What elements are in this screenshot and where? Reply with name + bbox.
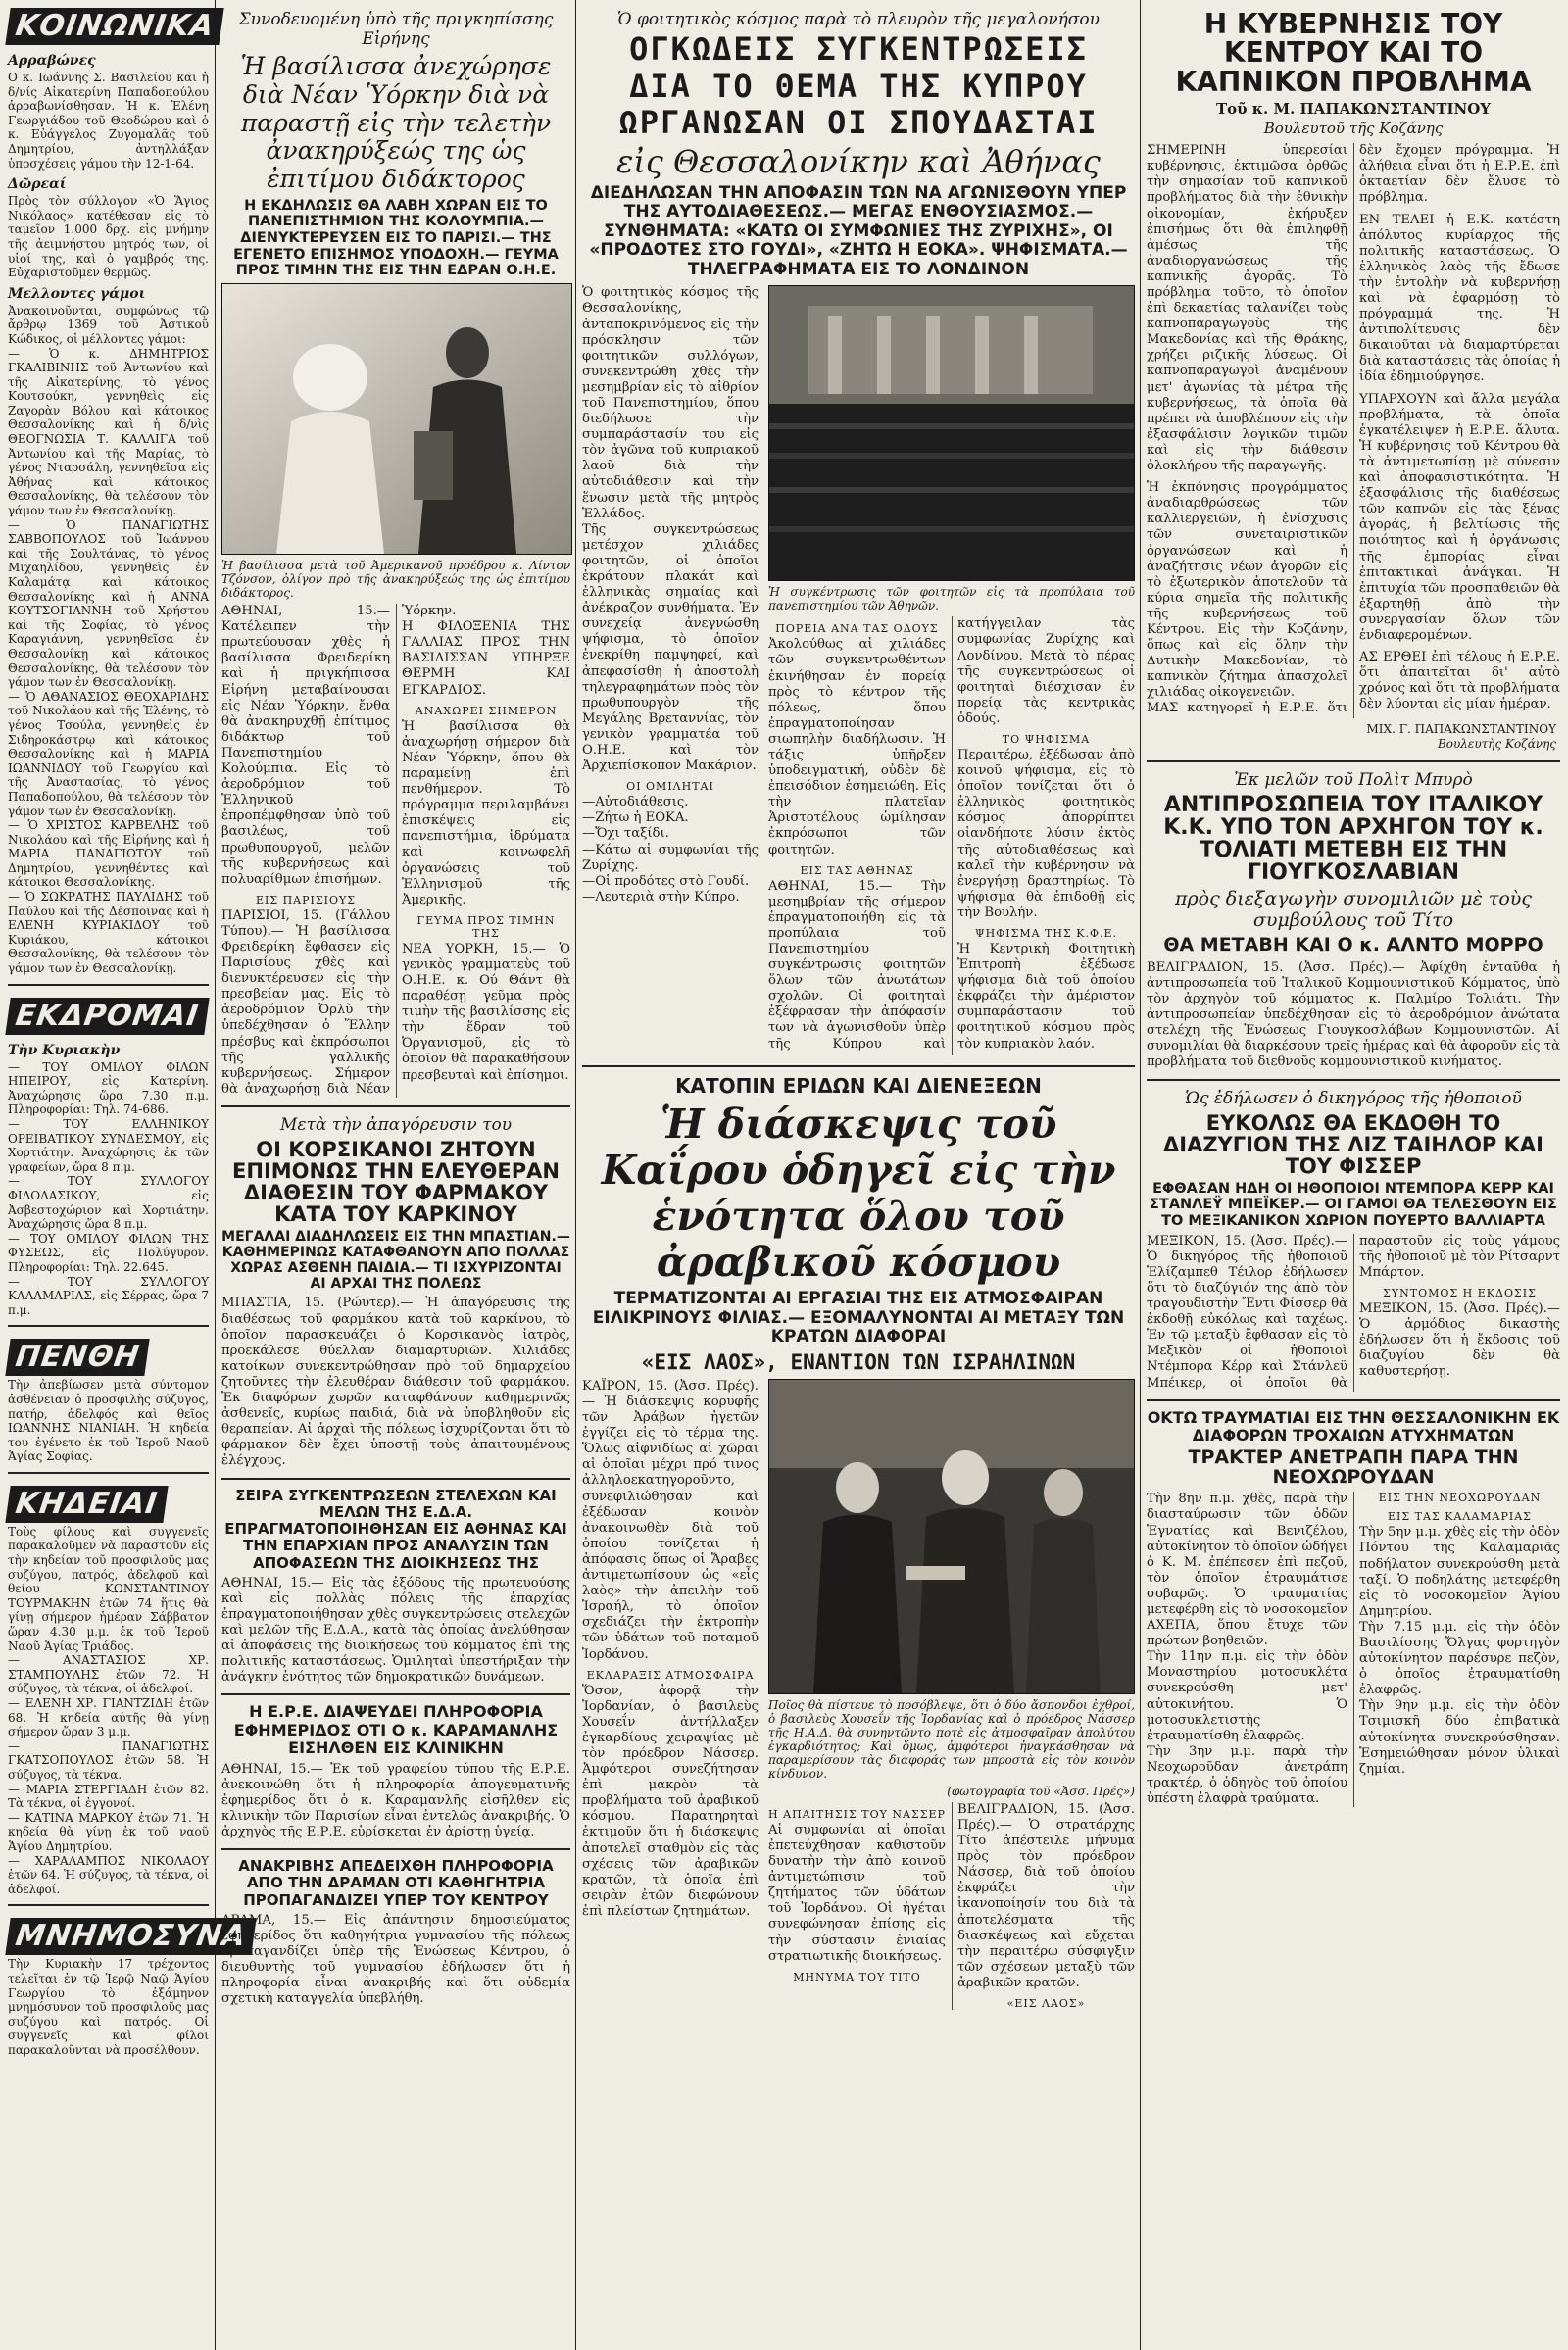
arab-sections: [768, 1801, 1140, 2011]
excursions-subtitle: Τὴν Κυριακὴν: [8, 1042, 121, 1058]
accidents-text: Τὴν 8ην π.μ. χθὲς, παρὰ τὴν διασταύρωσιν τῶν ὁδῶν Ἐγνατίας καὶ Βενιζέλου, αὐτοκίνητον τὸ ὁποῖον ὡδήγει ὁ Κ. Μ. ἐπέπεσεν ἐπὶ πεζοῦ, τὸν ὁποῖον ἐτραυμάτισε σοβαρῶς. Ὁ τραυματίας μετεφέρθη εἰς τὸ νοσοκομεῖον ΑΧΕΠΑ, ὅπου ἔτυχε τῶν πρώτων βοηθειῶν. Τὴν 11ην π.μ. εἰς τὴν ὁδὸν Μοναστηρίου μοτοσυκλέτα συνεκρούσθη μετ' αὐτοκινήτου. Ὁ μοτοσυκλετιστὴς ἐτραυματίσθη ἐλαφρῶς. Τὴν 3ην μ.μ. παρὰ τὴν Νεοχωροῦδαν ἀνετράπη τρακτέρ, ὁ ὁδηγὸς τοῦ ὁποίου ὑπέστη ἐλαφρὰ τραύματα.: [1147, 1492, 1348, 1807]
eda-headline: ΣΕΙΡΑ ΣΥΓΚΕΝΤΡΩΣΕΩΝ ΣΤΕΛΕΧΩΝ ΚΑΙ ΜΕΛΩΝ ΤΗΣ Ε.Δ.Α. ΕΠΡΑΓΜΑΤΟΠΟΙΗΘΗΣΑΝ ΕΙΣ ΑΘΗΝΑΣ ΚΑΙ ΤΗΝ ΕΠΑΡΧΙΑΝ ΠΡΟΣ ΑΝΑΛΥΣΙΝ ΤΩΝ ΑΠΟΦΑΣΕΩΝ ΤΗΣ ΔΙΟΙΚΗΣΕΩΣ ΤΗΣ: [224, 1486, 567, 1572]
cyprus-story-right: [768, 285, 1140, 1054]
arab-story-right: [768, 1379, 1140, 2011]
society-column: [8, 0, 249, 2350]
cyprus-text: ΑΘΗΝΑΙ, 15.— Τὴν μεσημβρίαν τῆς σήμερον ἐπραγματοποιήθη εἰς τὰ προπύλαια τοῦ Πανεπιστημίου συγκέντρωσις φοιτητῶν ὅλων τῶν ἀνωτάτων σχολῶν. Οἱ φοιτηταὶ ἐξέφρασαν τὴν ἀπόφασίν των νὰ ἀγωνισθοῦν ὑπὲρ τῆς Κύπρου καὶ κατήγγειλαν τὰς συμφωνίας Ζυρίχης καὶ Λονδίνου. Μετὰ τὸ πέρας τῆς συγκεντρώσεως οἱ φοιτηταὶ διέσχισαν ἐν πορείᾳ τὰς κεντρικὰς ὁδούς.: [768, 616, 1140, 1052]
section-label: ΣΥΝΤΟΜΟΣ Η ΕΚΔΟΣΙΣ: [1383, 1287, 1537, 1299]
excursions-text: — ΤΟΥ ΟΜΙΛΟΥ ΦΙΛΩΝ ΗΠΕΙΡΟΥ, εἰς Κατερίνη. Ἀναχώρησις ὥρα 7.30 π.μ. Πληροφορίαι: Τηλ. 74-686. — ΤΟΥ ΕΛΛΗΝΙΚΟΥ ΟΡΕΙΒΑΤΙΚΟΥ ΣΥΝΔΕΣΜΟΥ, εἰς Χορτιάτην. Ἀναχώρησις ἐκ τῶν γραφείων, ὥρα 8 π.μ. — ΤΟΥ ΣΥΛΛΟΓΟΥ ΦΙΛΟΔΑΣΙΚΟΥ, εἰς Ἀσβεστοχώριον καὶ Χορτιάτην. Ἀναχώρησις ὥρα 8 π.μ. — ΤΟΥ ΟΜΙΛΟΥ ΦΙΛΩΝ ΤΗΣ ΦΥΣΕΩΣ, εἰς Πολύγυρον. Πληροφορίαι: Τηλ. 22.645. — ΤΟΥ ΣΥΛΛΟΓΟΥ ΚΑΛΑΜΑΡΙΑΣ, εἰς Σέρρας, ὥρα 7 π.μ.: [8, 1059, 209, 1317]
cyprus-headline-line-4: εἰς Θεσσαλονίκην καὶ Ἀθήνας: [616, 142, 1101, 180]
section-label: ΑΝΑΧΩΡΕΙ ΣΗΜΕΡΟΝ: [415, 704, 558, 717]
tobacco-headline: Η ΚΥΒΕΡΝΗΣΙΣ ΤΟΥ ΚΕΝΤΡΟΥ ΚΑΙ ΤΟ ΚΑΠΝΙΚΟΝ ΠΡΟΒΛΗΜΑ: [1175, 8, 1532, 98]
liz-text: ΜΕΞΙΚΟΝ, 15. (Ἀσσ. Πρές).— Ὁ δικηγόρος τῆς ἠθοποιοῦ Ἐλίζαμπεθ Τέιλορ ἐδήλωσεν ὅτι τὸ διαζύγιόν της ἀπὸ τὸν τραγουδιστὴν Ἔντι Φίσσερ θὰ ἐκδοθῇ εὐκόλως καὶ ταχέως. Ἐν τῷ μεταξὺ ἔφθασαν εἰς τὸ Μεξικὸν οἱ ἠθοποιοὶ Ντέμπορα Κέρρ καὶ Στάνλεϋ Μπέικερ, οἱ ὁποῖοι θὰ παραστοῦν εἰς τοὺς γάμους τῆς ἠθοποιοῦ μὲ τὸν Ρίτσαρντ Μπάρτον.: [1147, 1233, 1565, 1391]
cyprus-text: Ἀκολούθως αἱ χιλιάδες τῶν συγκεντρωθέντων ἐκινήθησαν ἐν πορείᾳ πρὸς τὸ κέντρον τῆς πόλεως, ὅπου ἐπραγματοποίησαν σιωπηλὴν διαδήλωσιν. Ἡ τάξις ὑπῆρξεν ὑποδειγματική, οὐδὲν δὲ ἐπεισόδιον ἐσημειώθη. Εἰς τὴν πλατεῖαν Ἀριστοτέλους ὡμίλησαν ἐκπρόσωποι τῶν φοιτητῶν.: [768, 637, 951, 857]
deaths-masthead: ΠΕΝΘΗ: [5, 1339, 150, 1376]
memorials-text: Τὴν Κυριακὴν 17 τρέχοντος τελεῖται ἐν τῷ Ἱερῷ Ναῷ Ἁγίου Γεωργίου τὸ ἐξάμηνον μνημόσυνον τοῦ προσφιλοῦς μας συζύγου καὶ πατρός. Οἱ συγγενεῖς καὶ φίλοι παρακαλοῦνται νὰ προσέλθουν.: [8, 1957, 213, 2057]
queen-photo-caption: Ἡ βασίλισσα μετὰ τοῦ Ἀμερικανοῦ προέδρου κ. Λίντον Τζόνσον, ὀλίγον πρὸ τῆς ἀνακηρύξεώς της ὡς ἐπιτίμου διδάκτορος.: [221, 559, 570, 601]
section-label: ΜΗΝΥΜΑ ΤΟΥ ΤΙΤΟ: [793, 1970, 921, 1983]
cyprus-subheadline: ΔΙΕΔΗΛΩΣΑΝ ΤΗΝ ΑΠΟΦΑΣΙΝ ΤΩΝ ΝΑ ΑΓΩΝΙΣΘΟΥΝ ΥΠΕΡ ΤΗΣ ΑΥΤΟΔΙΑΘΕΣΕΩΣ.— ΜΕΓΑΣ ΕΝΘΟΥΣΙΑΣΜΟΣ.— ΣΥΝΘΗΜΑΤΑ: «ΚΑΤΩ ΟΙ ΣΥΜΦΩΝΙΕΣ ΤΗΣ ΖΥΡΙΧΗΣ», ΟΙ «ΠΡΟΔΟΤΕΣ ΣΤΟ ΓΟΥΔΙ», «ΖΗΤΩ Η ΕΟΚΑ». ΨΗΦΙΣΜΑΤΑ.— ΤΗΛΕΓΡΑΦΗΜΑΤΑ ΕΙΣ ΤΟ ΛΟΝΔΙΝΟΝ: [589, 182, 1128, 279]
author-title: Βουλευτοῦ τῆς Κοζάνης: [1263, 120, 1444, 138]
photo-credit: (φωτογραφία τοῦ «Ἀσσ. Πρές»): [947, 1784, 1135, 1798]
queen-photo: [221, 283, 572, 555]
section-label: ΕΙΣ ΤΗΝ ΝΕΟΧΩΡΟΥΔΑΝ: [1378, 1492, 1542, 1505]
accidents-body: [1147, 1492, 1560, 1807]
students-rally-photo: [768, 285, 1135, 581]
author-signoff-name: ΜΙΧ. Γ. ΠΑΠΑΚΩΝΣΤΑΝΤΙΝΟΥ: [1366, 721, 1556, 736]
ere-text: ΑΘΗΝΑΙ, 15.— Ἐκ τοῦ γραφείου τύπου τῆς Ε.Ρ.Ε. ἀνεκοινώθη ὅτι ἡ πληροφορία ἀπογευματινῆς ἐφημερίδος ὅτι ὁ κ. Καραμανλῆς εἰσῆλθεν εἰς κλινικὴν τῶν Παρισίων εἶναι ἐντελῶς ἀνακριβής. Ὁ ἀρχηγὸς τῆς Ε.Ρ.Ε. εὑρίσκεται ἐν ἀρίστῃ ὑγείᾳ.: [221, 1761, 575, 1839]
arab-text: Αἱ συμφωνίαι αἱ ὁποῖαι ἐπετεύχθησαν καθιστοῦν δυνατὴν τὴν ἀπὸ κοινοῦ ἀντιμετώπισιν τοῦ ζητήματος τῶν ὑδάτων τοῦ Ἰορδάνου. Οἱ ἡγέται συνεφώνησαν ἐπίσης εἰς τὴν σύστασιν ἑνιαίας στρατιωτικῆς διοικήσεως.: [768, 1822, 951, 1964]
funerals-masthead: ΚΗΔΕΙΑΙ: [5, 1486, 168, 1523]
italy-kicker: Ἐκ μελῶν τοῦ Πολὶτ Μπυρὸ: [1234, 769, 1473, 790]
engagements-text: Ο κ. Ιωάννης Σ. Βασιλείου και ἡ δ/νίς Αἰκατερίνη Παπαδοπούλου ἀρραβωνίσθησαν. Ἡ κ. Ἑλένη Γεωργιάδου τοῦ Θεοδώρου καὶ ὁ κ. Εὐάγγελος Ζυγομαλᾶς τοῦ Δημητρίου, ἀντηλλάξαν ὑποσχέσεις γάμου τὴν 12-1-64.: [8, 71, 213, 171]
cyprus-text: Ὁ φοιτητικὸς κόσμος τῆς Θεσσαλονίκης, ἀνταποκρινόμενος εἰς τὴν πρόσκλησιν τῶν φοιτητικῶν συλλόγων, συνεκεντρώθη χθὲς τὴν μεσημβρίαν εἰς τὸ αἰθρίον τοῦ Πανεπιστημίου, ὅπου διεδήλωσε τὴν συμπαράστασίν του εἰς τὸν ἀγῶνα τοῦ κυπριακοῦ λαοῦ διὰ τὴν αὐτοδιάθεσιν καὶ τὴν ἕνωσιν μετὰ τῆς μητρὸς Ἑλλάδος. Τῆς συγκεντρώσεως μετέσχον χιλιάδες φοιτητῶν, οἱ ὁποῖοι ἐκράτουν πλακάτ καὶ ἑλληνικὰς σημαίας καὶ ἀνέκραζον συνθήματα. Ἐν συνεχείᾳ ἀνεγνώσθη ψήφισμα, τὸ ὁποῖον ἐνεκρίθη παμψηφεί, καὶ ἀπεφασίσθη ἡ ἀποστολὴ τηλεγραφημάτων πρὸς τὸν πρωθυπουργὸν τῆς Μεγάλης Βρεταννίας, τὸν γενικὸν γραμματέα τοῦ Ο.Η.Ε. καὶ τὸν Ἀρχιεπίσκοπον Μακάριον.: [582, 285, 759, 774]
accidents-subheadline: ΤΡΑΚΤΕΡ ΑΝΕΤΡΑΠΗ ΠΑΡΑ ΤΗΝ ΝΕΟΧΩΡΟΥΔΑΝ: [1188, 1446, 1519, 1489]
cancer-subheadline: ΜΕΓΑΛΑΙ ΔΙΑΔΗΛΩΣΕΙΣ ΕΙΣ ΤΗΝ ΜΠΑΣΤΙΑΝ.— ΚΑΘΗΜΕΡΙΝΩΣ ΚΑΤΑΦΘΑΝΟΥΝ ΑΠΟ ΠΟΛΛΑΣ ΧΩΡΑΣ ΑΣΘΕΝΗ ΠΑΙΔΙΑ.— ΤΙ ΙΣΧΥΡΙΖΟΝΤΑΙ ΑΙ ΑΡΧΑΙ ΤΗΣ ΠΟΛΕΩΣ: [221, 1229, 570, 1293]
section-label: ΠΟΡΕΙΑ ΑΝΑ ΤΑΣ ΟΔΟΥΣ: [775, 622, 939, 636]
cyprus-text: Ἡ Κεντρικὴ Φοιτητικὴ Ἐπιτροπὴ ἐξέδωσε ψήφισμα διὰ τοῦ ὁποίου ἐκφράζει τὴν ἀμέριστον συμπαράστασιν τοῦ φοιτητικοῦ κόσμου πρὸς τὸν κυπριακὸν λαόν.: [957, 942, 1140, 1052]
section-label: ΕΙΣ ΠΑΡΙΣΙΟΥΣ: [255, 893, 357, 906]
cyprus-headline-line-1: ΟΓΚΩΔΕΙΣ ΣΥΓΚΕΝΤΡΩΣΕΙΣ: [629, 30, 1088, 68]
cyprus-kicker: Ὁ φοιτητικὸς κόσμος παρὰ τὸ πλευρὸν τῆς μεγαλονήσου: [617, 10, 1100, 29]
queen-kicker: Συνοδευομένη ὑπὸ τῆς πριγκηπίσσης Εἰρήνης: [238, 10, 554, 49]
arab-leaders-photo: [768, 1379, 1135, 1694]
italy-headline: ΑΝΤΙΠΡΟΣΩΠΕΙΑ ΤΟΥ ΙΤΑΛΙΚΟΥ Κ.Κ. ΥΠΟ ΤΟΝ ΑΡΧΗΓΟΝ ΤΟΥ κ. ΤΟΛΙΑΤΙ ΜΕΤΕΒΗ ΕΙΣ ΤΗΝ ΓΙΟΥΓΚΟΣΛΑΒΙΑΝ: [1163, 792, 1544, 885]
section-label: ΓΕΥΜΑ ΠΡΟΣ ΤΙΜΗΝ ΤΗΣ: [416, 913, 556, 940]
arab-text: ΒΕΛΙΓΡΑΔΙΟΝ, 15. (Ἀσσ. Πρές).— Ὁ στρατάρχης Τίτο ἀπέστειλε μήνυμα πρὸς τὸν πρόεδρον Νάσσερ, διὰ τοῦ ὁποίου ἐκφράζει τὴν ἱκανοποίησίν του διὰ τὰ ἀποτελέσματα τῆς διασκέψεως καὶ εὔχεται τὴν περαιτέρω σύσφιγξιν τῶν σχέσεων μεταξὺ τῶν ἀραβικῶν κρατῶν.: [957, 1801, 1140, 1990]
arab-subheadline-2: «ΕΙΣ ΛΑΟΣ», ΕΝΑΝΤΙΟΝ ΤΩΝ ΙΣΡΑΗΛΙΝΩΝ: [641, 1349, 1076, 1374]
tobacco-text: ΥΠΑΡΧΟΥΝ καὶ ἄλλα μεγάλα προβλήματα, τὰ ὁποῖα ἐγκατέλειψεν ἡ Ε.Ρ.Ε. ἄλυτα. Ἡ κυβέρνησις τοῦ Κέντρου θὰ τὰ ἀντιμετωπίσῃ μὲ σύνεσιν καὶ ἀποφασιστικότητα. Ἡ ἐξασφάλισις τῆς διαθέσεως τῶν καπνῶν εἰς τὰς ξένας ἀγοράς, ἡ βελτίωσις τῆς ποιότητος καὶ ἡ ὀργάνωσις τῆς ἐμπορίας εἶναι ἐπιτακτικαὶ ἀνάγκαι. Ἡ ἐπιτυχία τῶν προσπαθειῶν θὰ ἐξαρτηθῇ ἀπὸ τὴν συνεργασίαν ὅλων τῶν ἐνδιαφερομένων.: [1359, 391, 1565, 643]
liz-headline: ΕΥΚΟΛΩΣ ΘΑ ΕΚΔΟΘΗ ΤΟ ΔΙΑΖΥΓΙΟΝ ΤΗΣ ΛΙΖ ΤΑΙΗΛΟΡ ΚΑΙ ΤΟΥ ΦΙΣΣΕΡ: [1163, 1110, 1544, 1178]
author-signoff-title: Βουλευτὴς Κοζάνης: [1437, 737, 1556, 752]
deaths-text: Τὴν ἀπεβίωσεν μετὰ σύντομον ἀσθένειαν ὁ προσφιλὴς σύζυγος, πατήρ, ἀδελφός καὶ θεῖος ΙΩΑΝΝΗΣ ΝΙΑΝΙΑΗ. Ἡ κηδεία του ἐγένετο ἐκ τοῦ Ἱεροῦ Ναοῦ Ἁγίας Σοφίας.: [8, 1378, 213, 1464]
queen-text: ΠΑΡΙΣΙΟΙ, 15. (Γάλλου Τύπου).— Ἡ βασίλισσα Φρειδερίκη ἔφθασεν εἰς Παρισίους χθὲς καὶ διενυκτέρευσεν εἰς τὴν πρεσβείαν μας. Εἰς τὸ ἀεροδρόμιον Ὀρλὺ τὴν ὑπεδέχθησαν ὁ Ἕλλην πρέσβυς καὶ ἐκπρόσωποι τῆς γαλλικῆς κυβερνήσεως. Σήμερον θὰ ἀναχωρήσῃ διὰ Νέαν Ὑόρκην. Η ΦΙΛΟΞΕΝΙΑ ΤΗΣ ΓΑΛΛΙΑΣ ΠΡΟΣ ΤΗΝ ΒΑΣΙΛΙΣΣΑΝ ΥΠΗΡΞΕ ΘΕΡΜΗ ΚΑΙ ΕΓΚΑΡΔΙΟΣ.: [221, 604, 570, 1097]
tobacco-text: ΑΣ ΕΡΘΕΙ ἐπὶ τέλους ἡ Ε.Ρ.Ε. ὅτι ἀπαιτεῖται δι' αὐτὸ χρόνος καὶ ὅτι τὰ προβλήματα δὲν λύονται εἰς μίαν ἡμέραν.: [1359, 650, 1565, 712]
tobacco-text: ΣΗΜΕΡΙΝΗ ὑπερεσίαι κυβέρνησις, ἐκτιμῶσα ὀρθῶς τὴν σημασίαν τοῦ καπνικοῦ προβλήματος διὰ τὴν ἐθνικὴν οἰκονομίαν, ἐκήρυξεν ἐπισήμως ὅτι θὰ ἐπιληφθῇ ἀμέσως τῆς ἀναδιοργανώσεως τῆς καπνικῆς ἀγορᾶς. Τὸ πρόβλημα τοῦτο, τὸ ὁποῖον ἐπὶ δεκαετίας ταλανίζει τοὺς καπνοπαραγωγοὺς τῆς Μακεδονίας καὶ τῆς Θράκης, χρήζει ριζικῆς λύσεως. Οἱ καπνοπαραγωγοὶ ἀναμένουν μετ' ἀγωνίας τὰ μέτρα τῆς κυβερνήσεως, τὰ ὁποῖα θὰ πρέπει νὰ ἀποβλέπουν εἰς τὴν ἐξασφάλισιν λογικῶν τιμῶν καὶ εἰς τὴν διάθεσιν ὁλοκλήρου τῆς παραγωγῆς.: [1147, 143, 1352, 474]
arab-story: [582, 1378, 1140, 2011]
arab-text: Ὅσον, ἀφορᾷ τὴν Ἰορδανίαν, ὁ βασιλεὺς Χουσεΐν ἀντήλλαξεν ἐγκαρδίους χειραψίας μὲ τὸν πρόεδρον Νάσσερ. Ἀμφότεροι συνεζήτησαν ἐπὶ μακρὸν τὰ προβλήματα τοῦ ἀραβικοῦ κόσμου. Παρατηρηταὶ ἐκτιμοῦν ὅτι ἡ διάσκεψις ἀποτελεῖ σταθμὸν εἰς τὰς σχέσεις τῶν ἀραβικῶν κρατῶν, τὰ ὁποῖα ἐπὶ σειρὰν ἐτῶν διεφώνουν ἐπὶ πλείστων ζητημάτων.: [582, 1683, 763, 1919]
drama-headline: ΑΝΑΚΡΙΒΗΣ ΑΠΕΔΕΙΧΘΗ ΠΛΗΡΟΦΟΡΙΑ ΑΠΟ ΤΗΝ ΔΡΑΜΑΝ ΟΤΙ ΚΑΘΗΓΗΤΡΙΑ ΠΡΟΠΑΓΑΝΔΙΖΕΙ ΥΠΕΡ ΤΟΥ ΚΕΝΤΡΟΥ: [238, 1857, 554, 1909]
section-label: ΨΗΦΙΣΜΑ ΤΗΣ Κ.Φ.Ε.: [974, 927, 1118, 940]
liz-kicker: Ὡς ἐδήλωσεν ὁ δικηγόρος τῆς ἠθοποιοῦ: [1185, 1088, 1522, 1108]
queen-story-body: [221, 604, 575, 1098]
queen-text: ΝΕΑ ΥΟΡΚΗ, 15.— Ὁ γενικὸς γραμματεὺς τοῦ Ο.Η.Ε. κ. Ού Θάντ θὰ παραθέσῃ γεῦμα πρὸς τιμὴν τῆς βασιλίσσης εἰς τὴν ἕδραν τοῦ Ὀργανισμοῦ, εἰς τὸ ὁποῖον θὰ παρακαθήσουν πρεσβευταὶ καὶ ἐπίσημοι.: [402, 941, 575, 1083]
column-rule-3: [1140, 0, 1141, 2350]
donations-text: Πρὸς τὸν σύλλογον «Ὁ Ἅγιος Νικόλαος» κατέθεσαν εἰς τὸ ταμεῖον 1.000 δρχ. εἰς μνήμην τῆς ἀειμνήστου μητρός των, οἱ υἱοί της, καὶ ὁ γαμβρός της. Εὐχαριστοῦμεν θερμῶς.: [8, 194, 213, 280]
memorials-masthead: ΜΝΗΜΟΣΥΝΑ: [5, 1918, 256, 1955]
section-title: Αρραβώνες: [8, 53, 96, 69]
section-label: Η ΑΠΑΙΤΗΣΙΣ ΤΟΥ ΝΑΣΣΕΡ: [768, 1807, 946, 1821]
weddings-text: Ἀνακοινοῦνται, συμφώνως τῷ ἄρθρῳ 1369 τοῦ Ἀστικοῦ Κώδικος, οἱ μέλλοντες γάμοι: — Ὁ κ. ΔΗΜΗΤΡΙΟΣ ΓΚΑΛΙΒΙΝΗΣ τοῦ Ἀντωνίου καὶ τῆς Αἰκατερίνης, τὸ γένος Κουτσούκη, γεννηθεὶς εἰς Ζαγορὰν Βόλου καὶ κάτοικος Θεσσαλονίκης καὶ ἡ δ/νὶς ΘΕΟΓΝΩΣΙΑ Τ. ΚΑΛΛΙΓΑ τοῦ Ἀντωνίου καὶ τῆς Μαρίας, τὸ γένος Νταρσάλη, γεννηθεῖσα εἰς Ἀθήνας καὶ κάτοικος Θεσσαλονίκης, θὰ τελέσουν τὸν γάμον των ἐν Θεσσαλονίκῃ. — Ὁ ΠΑΝΑΓΙΩΤΗΣ ΣΑΒΒΟΠΟΥΛΟΣ τοῦ Ἰωάννου καὶ τῆς Σουλτάνας, τὸ γένος Μιχαηλίδου, γεννηθεὶς ἐν Καλαμάτᾳ καὶ κάτοικος Θεσσαλονίκης καὶ ἡ ΑΝΝΑ ΚΟΥΤΣΟΓΙΑΝΝΗ τοῦ Χρήστου καὶ τῆς Σοφίας, τὸ γένος Καραγιάννη, γεννηθεῖσα ἐν Θεσσαλονίκῃ καὶ κάτοικος Θεσσαλονίκης, θὰ τελέσουν τὸν γάμον των ἐν Θεσσαλονίκῃ. — Ὁ ΑΘΑΝΑΣΙΟΣ ΘΕΟΧΑΡΙΔΗΣ τοῦ Νικολάου καὶ τῆς Ἑλένης, τὸ γένος Τσούλα, γεννηθεὶς ἐν Σιδηροκάστρῳ καὶ κάτοικος Θεσσαλονίκης καὶ ἡ ΜΑΡΙΑ ΙΩΑΝΝΙΔΟΥ τοῦ Γεωργίου καὶ τῆς Ἀναστασίας, τὸ γένος Παπαδοπούλου, θὰ τελέσουν τὸν γάμον των ἐν Θεσσαλονίκῃ. — Ὁ ΧΡΙΣΤΟΣ ΚΑΡΒΕΛΗΣ τοῦ Νικολάου καὶ τῆς Εἰρήνης καὶ ἡ ΜΑΡΙΑ ΠΑΝΑΓΙΩΤΟΥ τοῦ Δημητρίου, γεννηθέντες καὶ κάτοικοι Θεσσαλονίκης. — Ὁ ΣΩΚΡΑΤΗΣ ΠΑΥΛΙΔΗΣ τοῦ Παύλου καὶ τῆς Δέσποινας καὶ ἡ ΕΛΕΝΗ ΚΥΡΙΑΚΙΔΟΥ τοῦ Κυριάκου, κάτοικοι Θεσσαλονίκης, θὰ τελέσουν τὸν γάμον των ἐν Θεσσαλονίκῃ.: [8, 303, 209, 976]
author-signoff: [1147, 722, 1556, 753]
arab-headline: Ἡ διάσκεψις τοῦ Καΐρου ὁδηγεῖ εἰς τὴν ἑνότητα ὅλου τοῦ ἀραβικοῦ κόσμου: [601, 1100, 1116, 1287]
funerals-text: Τοὺς φίλους καὶ συγγενεῖς παρακαλοῦμεν νὰ παραστοῦν εἰς τὴν κηδείαν τοῦ προσφιλοῦς μας συζύγου, πατρός, ἀδελφοῦ καὶ θείου ΚΩΝΣΤΑΝΤΙΝΟΥ ΤΟΥΡΜΑΚΗΝ ἐτῶν 74 ἥτις θὰ γίνῃ σήμερον ἡμέραν Σάββατον ὥραν 4.30 μ.μ. ἐκ τοῦ Ἱεροῦ Ναοῦ Ἁγίας Τριάδος. — ΑΝΑΣΤΑΣΙΟΣ ΧΡ. ΣΤΑΜΠΟΥΛΗΣ ἐτῶν 72. Ἡ σύζυγος, τὰ τέκνα, οἱ ἀδελφοί. — ΕΛΕΝΗ ΧΡ. ΓΙΑΝΤΖΙΔΗ ἐτῶν 68. Ἡ κηδεία αὐτῆς θὰ γίνῃ σήμερον ὥραν 3 μ.μ. — ΠΑΝΑΓΙΩΤΗΣ ΓΚΑΤΣΟΠΟΥΛΟΣ ἐτῶν 58. Ἡ σύζυγος, τὰ τέκνα. — ΜΑΡΙΑ ΣΤΕΡΓΙΑΔΗ ἐτῶν 82. Τὰ τέκνα, οἱ ἐγγονοί. — ΚΑΤΙΝΑ ΜΑΡΚΟΥ ἐτῶν 71. Ἡ κηδεία θὰ γίνῃ ἐκ τοῦ ναοῦ Ἁγίου Δημητρίου. — ΧΑΡΑΛΑΜΠΟΣ ΝΙΚΟΛΑΟΥ ἐτῶν 64. Ἡ σύζυγος, τὰ τέκνα, οἱ ἀδελφοί.: [8, 1524, 209, 1896]
section-label: ΤΟ ΨΗΦΙΣΜΑ: [1002, 732, 1091, 746]
queen-text: ΑΘΗΝΑΙ, 15.— Κατέλειπεν τὴν πρωτεύουσαν χθὲς ἡ βασίλισσα Φρειδερίκη καὶ ἡ πριγκήπισσα Εἰρήνη μεταβαίνουσαι εἰς Νέαν Ὑόρκην, ἔνθα θὰ ἀνακηρυχθῇ ἐπίτιμος διδάκτωρ τοῦ Πανεπιστημίου Κολούμπια. Εἰς τὸ ἀεροδρόμιον τοῦ Ἑλληνικοῦ ἐπροπέμφθησαν ὑπὸ τοῦ βασιλέως, τοῦ πρωθυπουργοῦ, μελῶν τῆς κυβερνήσεως καὶ πολυαρίθμων ἐπισήμων.: [221, 604, 395, 887]
slogans-list: —Αὐτοδιάθεσις. —Ζήτω ἡ ΕΟΚΑ. —Ὄχι ταξίδι. —Κάτω αἱ συμφωνίαι τῆς Ζυρίχης. —Οἱ προδότες στὸ Γουδί. —Λευτεριὰ στὴν Κύπρο.: [582, 795, 759, 905]
tobacco-text: Ἡ ἐκπόνησις προγράμματος ἀναδιαρθρώσεως τῶν καλλιεργειῶν, ἡ ἐνίσχυσις τῶν συνεταιριστικῶν ὀργανώσεων καὶ ἡ ἀναζήτησις νέων ἀγορῶν εἰς τὸ ἐξωτερικὸν ἀποτελοῦν τὰ κύρια σημεῖα τῆς πολιτικῆς τῆς κυβερνήσεως τοῦ Κέντρου. Εἰς τὴν Κοζάνην, ὅπως καὶ εἰς ὅλην τὴν Δυτικὴν Μακεδονίαν, τὸ καπνικὸν ζήτημα ἀπασχολεῖ χιλιάδας οἰκογενειῶν. ΜΑΣ κατηγορεῖ ἡ Ε.Ρ.Ε. ὅτι δὲν ἔχομεν πρόγραμμα. Ἡ ἀλήθεια εἶναι ὅτι ἡ Ε.Ρ.Ε. ἐπὶ ὀκταετίαν δὲν ἔλυσε τὸ πρόβλημα.: [1147, 143, 1560, 716]
cyprus-sections: [768, 616, 1140, 1054]
column-rule-1: [215, 0, 216, 2350]
section-label: ΕΚΛΑΡΑΞΙΣ ΑΤΜΟΣΦΑΙΡΑ: [586, 1668, 755, 1682]
queen-subheadline: Η ΕΚΔΗΛΩΣΙΣ ΘΑ ΛΑΒΗ ΧΩΡΑΝ ΕΙΣ ΤΟ ΠΑΝΕΠΙΣΤΗΜΙΟΝ ΤΗΣ ΚΟΛΟΥΜΠΙΑ.— ΔΙΕΝΥΚΤΕΡΕΥΣΕΝ ΕΙΣ ΤΟ ΠΑΡΙΣΙ.— ΤΗΣ ΕΓΕΝΕΤΟ ΕΠΙΣΗΜΟΣ ΥΠΟΔΟΧΗ.— ΓΕΥΜΑ ΠΡΟΣ ΤΙΜΗΝ ΤΗΣ ΕΙΣ ΤΗΝ ΕΔΡΑΝ Ο.Η.Ε.: [233, 197, 559, 279]
cancer-text: ΜΠΑΣΤΙΑ, 15. (Ρώυτερ).— Ἡ ἀπαγόρευσις τῆς διαθέσεως τοῦ φαρμάκου κατὰ τοῦ καρκίνου, τὸ ὁποῖον παρασκευάζει ὁ Κορσικανὸς ἰατρὸς, προεκάλεσε θύελλαν διαμαρτυριῶν. Χιλιάδες κατοίκων συνεκεντρώθησαν πρὸ τοῦ δημαρχείου ζητοῦντες τὴν ἐλευθέραν διάθεσιν τοῦ φαρμάκου. Ἐκ διαφόρων χωρῶν καταφθάνουν καθημερινῶς ἀσθενεῖς, κυρίως παιδιά, διὰ νὰ ὑποβληθοῦν εἰς θεραπείαν. Αἱ ἀρχαὶ τῆς πόλεως ἰσχυρίζονται ὅτι τὸ φάρμακον δὲν ἔχει ὑποστῇ τοὺς ἀπαιτουμένους ἐλέγχους.: [221, 1296, 575, 1469]
cancer-kicker: Μετὰ τὴν ἀπαγόρευσιν του: [279, 1114, 513, 1135]
queen-text: Ἡ βασίλισσα θὰ ἀναχωρήσῃ σήμερον διὰ Νέαν Ὑόρκην, ὅπου θὰ παραμείνῃ ἐπὶ πενθήμερον. Τὸ πρόγραμμα περιλαμβάνει ἐπισκέψεις εἰς πανεπιστήμια, ἱδρύματα καὶ κοινωφελῆ ὀργανώσεις τοῦ Ἑλληνισμοῦ τῆς Ἀμερικῆς.: [402, 718, 575, 907]
section-label: ΕΙΣ ΤΑΣ ΑΘΗΝΑΣ: [800, 863, 914, 877]
students-rally-image: [769, 286, 1134, 580]
italy-text: ΒΕΛΙΓΡΑΔΙΟΝ, 15. (Ἀσσ. Πρές).— Ἀφίχθη ἐνταῦθα ἡ ἀντιπροσωπεία τοῦ Ἰταλικοῦ Κομμουνιστικοῦ Κόμματος, ὑπὸ τὸν ἀρχηγὸν τοῦ κόμματος κ. Παλμίρο Τολιάτι. Τὴν ἀντιπροσωπείαν ὑπεδέχθησαν εἰς τὸ ἀεροδρόμιον ἀνώτατα στελέχη τῆς Ἑνώσεως Γιουγκοσλάβων Κομμουνιστῶν. Αἱ συνομιλίαι θὰ διαρκέσουν τρεῖς ἡμέρας καὶ θὰ ἀφοροῦν εἰς τὰ προβλήματα τοῦ διεθνοῦς κομμουνιστικοῦ κινήματος.: [1147, 959, 1565, 1070]
section-title: Μελλοντες γάμοι: [8, 285, 146, 302]
cancer-headline: ΟΙ ΚΟΡΣΙΚΑΝΟΙ ΖΗΤΟΥΝ ΕΠΙΜΟΝΩΣ ΤΗΝ ΕΛΕΥΘΕΡΑΝ ΔΙΑΘΕΣΙΝ ΤΟΥ ΦΑΡΜΑΚΟΥ ΚΑΤΑ ΤΟΥ ΚΑΡΚΙΝΟΥ: [232, 1137, 560, 1227]
section-label: «ΕΙΣ ΛΑΟΣ»: [1006, 1997, 1086, 2011]
ere-headline: Η Ε.Ρ.Ε. ΔΙΑΨΕΥΔΕΙ ΠΛΗΡΟΦΟΡΙΑ ΕΦΗΜΕΡΙΔΟΣ ΟΤΙ Ο κ. ΚΑΡΑΜΑΝΛΗΣ ΕΙΣΗΛΘΕΝ ΕΙΣ ΚΛΙΝΙΚΗΝ: [233, 1702, 559, 1758]
author-byline: Τοῦ κ. Μ. ΠΑΠΑΚΩΝΣΤΑΝΤΙΝΟΥ: [1215, 100, 1492, 119]
queen-headline: Ἡ βασίλισσα ἀνεχώρησε διὰ Νέαν Ὑόρκην διὰ νὰ παραστῇ εἰς τὴν τελετὴν ἀνακηρύξεώς της ὡς ἐπιτίμου διδάκτορος: [240, 52, 552, 193]
excursions-masthead: ΕΚΔΡΟΜΑΙ: [5, 998, 209, 1035]
cyprus-story-left: [582, 285, 759, 1054]
tobacco-column: [1147, 0, 1565, 2350]
section-label: ΟΙ ΟΜΙΛΗΤΑΙ: [626, 780, 714, 794]
liz-text: ΜΕΞΙΚΟΝ, 15. (Ἀσσ. Πρές).— Ὁ ἁρμόδιος δικαστὴς ἐδήλωσεν ὅτι ἡ ἔκδοσις τοῦ διαζυγίου δὲν θὰ καθυστερήσῃ.: [1359, 1301, 1565, 1380]
cyprus-text: Περαιτέρω, ἐξέδωσαν ἀπὸ κοινοῦ ψήφισμα, εἰς τὸ ὁποῖον τονίζεται ὅτι ὁ ἑλληνικὸς φοιτητικὸς κόσμος ἀπορρίπτει οἱανδήποτε λύσιν ἐκτὸς τῆς αὐτοδιαθέσεως καὶ καλεῖ τὴν κυβέρνησιν νὰ ἐνεργήσῃ δραστηρίως. Τὸ ψήφισμα θὰ ἐπιδοθῇ εἰς τὴν Βουλήν.: [957, 747, 1140, 920]
queen-column: [221, 0, 575, 2350]
eda-text: ΑΘΗΝΑΙ, 15.— Εἰς τὰς ἐξόδους τῆς πρωτευούσης καὶ εἰς πολλὰς πόλεις τῆς ἐπαρχίας ἐπραγματοποιήθησαν χθὲς συγκεντρώσεις στελεχῶν καὶ μελῶν τῆς Ε.Δ.Α., κατὰ τὰς ὁποίας ἀνελύθησαν αἱ ἀποφάσεις τῆς διοικήσεως τοῦ κόμματος ἐπὶ τῆς πολιτικῆς καταστάσεως. Ὁμιληταὶ ὑπεστήριξαν τὴν ἀνάγκην ἑνότητος τῶν δημοκρατικῶν δυνάμεων.: [221, 1575, 575, 1686]
arab-text: ΚΑΪΡΟΝ, 15. (Ἀσσ. Πρές).— Ἡ διάσκεψις κορυφῆς τῶν Ἀράβων ἡγετῶν ἐγγίζει εἰς τὸ τέρμα της. Ὅλως αἰφνιδίως αἱ χῶραι αἱ ὁποῖαι μέχρι πρό τινος ἀλληλοεκατηγοροῦντο, συνεφιλιώθησαν καὶ ἐξέδωσαν κοινὸν ἀνακοινωθὲν διὰ τοῦ ὁποίου τονίζεται ἡ ἀπόφασις ὅπως οἱ Ἄραβες ἀντιμετωπίσουν ὡς «εἷς λαὸς» τὴν ἀπειλὴν τοῦ Ἰσραήλ, τὸ ὁποῖον σχεδιάζει τὴν ἐκτροπὴν τῶν ὑδάτων τοῦ ποταμοῦ Ἰορδάνου.: [582, 1378, 763, 1662]
arab-subheadline: ΤΕΡΜΑΤΙΖΟΝΤΑΙ ΑΙ ΕΡΓΑΣΙΑΙ ΤΗΣ ΕΙΣ ΑΤΜΟΣΦΑΙΡΑΝ ΕΙΛΙΚΡΙΝΟΥΣ ΦΙΛΙΑΣ.— ΕΞΟΜΑΛΥΝΟΝΤΑΙ ΑΙ ΜΕΤΑΞΥ ΤΩΝ ΚΡΑΤΩΝ ΔΙΑΦΟΡΑΙ: [592, 1289, 1125, 1347]
queen-photo-image: [222, 284, 571, 554]
arab-story-left: [582, 1378, 763, 2010]
liz-subheadline: ΕΦΘΑΣΑΝ ΗΔΗ ΟΙ ΗΘΟΠΟΙΟΙ ΝΤΕΜΠΟΡΑ ΚΕΡΡ ΚΑΙ ΣΤΑΝΛΕΫ ΜΠΕΪΚΕΡ.— ΟΙ ΓΑΜΟΙ ΘΑ ΤΕΛΕΣΘΟΥΝ ΕΙΣ ΤΟ ΜΕΞΙΚΑΝΙΚΟΝ ΧΩΡΙΟΝ ΠΟΥΕΡΤΟ ΒΑΛΛΙΑΡΤΑ: [1150, 1180, 1557, 1230]
society-masthead: ΚΟΙΝΩΝΙΚΑ: [5, 8, 224, 45]
section-title: Δῶρεαί: [8, 176, 67, 193]
accidents-text: Τὴν 5ην μ.μ. χθὲς εἰς τὴν ὁδὸν Πόντου τῆς Καλαμαριᾶς ποδήλατον συνεκρούσθη μετὰ ταξί. Ὁ ποδηλάτης μετεφέρθη εἰς τὸ νοσοκομεῖον Ἁγίου Δημητρίου. Τὴν 7.15 μ.μ. εἰς τὴν ὁδὸν Βασιλίσσης Ὄλγας φορτηγὸν αὐτοκίνητον παρέσυρε πεζὸν, ὁ ὁποῖος ἐτραυματίσθη ἐλαφρῶς. Τὴν 9ην μ.μ. εἰς τὴν ὁδὸν Τσιμισκῆ δύο ἐπιβατικὰ αὐτοκίνητα συνεκρούσθησαν. Ἐσημειώθησαν μόνον ὑλικαὶ ζημίαι.: [1359, 1525, 1560, 1777]
arab-leaders-caption: Ποῖος θὰ πίστευε τὸ ποσόβλεψε, ὅτι ὁ δύο ἄσπονδοι ἐχθροί, ὁ βασιλεὺς Χουσεΐν τῆς Ἰορδανίας καὶ ὁ πρόεδρος Νάσσερ τῆς Η.Α.Δ. θὰ συνηντῶντο ποτὲ εἰς ἀτμοσφαῖραν ἀπολύτου ἐγκαρδιότητος; Καὶ ὅμως, ἀμφότεροι ἠναγκάσθησαν νὰ παραμερίσουν τὰς διαφοράς των μπροστὰ εἰς τὸν κοινὸν κίνδυνον.: [768, 1697, 1135, 1781]
cyprus-column: [582, 0, 1140, 2350]
arab-leaders-image: [769, 1380, 1134, 1693]
liz-body: [1147, 1233, 1565, 1392]
cyprus-story: [582, 285, 1140, 1054]
column-rule-2: [575, 0, 576, 2350]
italy-subheadline: πρὸς διεξαγωγὴν συνομιλιῶν μὲ τοὺς συμβούλους τοῦ Τίτο: [1175, 888, 1532, 932]
tobacco-body: [1147, 143, 1565, 717]
drama-text: ΔΡΑΜΑ, 15.— Εἰς ἀπάντησιν δημοσιεύματος ἐφημερίδος ὅτι καθηγήτρια γυμνασίου τῆς πόλεως προπαγανδίζει ὑπὲρ τῆς Ἑνώσεως Κέντρου, ὁ διευθυντὴς τοῦ γυμνασίου ἐδήλωσεν ὅτι ἡ πληροφορία εἶναι ἀνακριβής καὶ ὅτι οὐδεμία σχετικὴ καταγγελία ὑπεβλήθη.: [221, 1912, 575, 2007]
accidents-headline: ΟΚΤΩ ΤΡΑΥΜΑΤΙΑΙ ΕΙΣ ΤΗΝ ΘΕΣΣΑΛΟΝΙΚΗΝ ΕΚ ΔΙΑΦΟΡΩΝ ΤΡΟΧΑΙΩΝ ΑΤΥΧΗΜΑΤΩΝ: [1147, 1407, 1560, 1445]
cyprus-headline-line-2: ΔΙΑ ΤΟ ΘΕΜΑ ΤΗΣ ΚΥΠΡΟΥ: [629, 67, 1088, 105]
students-rally-caption: Ἡ συγκέντρωσις τῶν φοιτητῶν εἰς τὰ προπύλαια τοῦ πανεπιστημίου τῶν Ἀθηνῶν.: [768, 585, 1135, 613]
section-label: ΕΙΣ ΤΑΣ ΚΑΛΑΜΑΡΙΑΣ: [1388, 1510, 1532, 1524]
cyprus-headline-line-3: ΩΡΓΑΝΩΣΑΝ ΟΙ ΣΠΟΥΔΑΣΤΑΙ: [618, 104, 1099, 142]
italy-subheadline-2: ΘΑ ΜΕΤΑΒΗ ΚΑΙ Ο κ. ΑΛΝΤΟ ΜΟΡΡΟ: [1163, 934, 1544, 956]
tobacco-text: ΕΝ ΤΕΛΕΙ ἡ Ε.Κ. κατέστη ἀπόλυτος κυρίαρχος τῆς πολιτικῆς καταστάσεως. Ὁ ἑλληνικὸς λαὸς τῆς ἔδωσε τὴν ἐντολὴν νὰ κυβερνήσῃ καὶ νὰ ἐφαρμόσῃ τὸ πρόγραμμά της. Ἡ ἀντιπολίτευσις δὲν δικαιοῦται νὰ διαμαρτύρεται διὰ καταστάσεις τὰς ὁποίας ἡ ἰδία ἐδημιούργησε.: [1359, 212, 1565, 385]
arab-kicker: ΚΑΤΟΠΙΝ ΕΡΙΔΩΝ ΚΑΙ ΔΙΕΝΕΞΕΩΝ: [675, 1073, 1042, 1098]
